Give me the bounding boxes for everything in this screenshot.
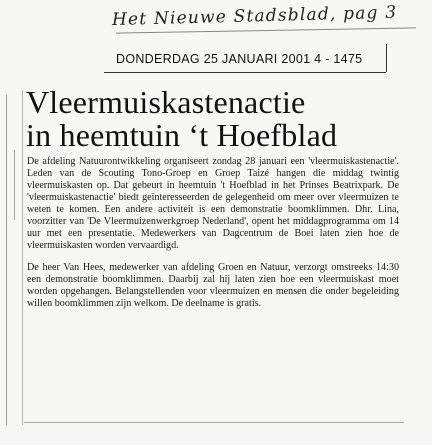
headline-line-1: Vleermuiskastenactie: [26, 84, 306, 120]
headline-line-2: in heemtuin ‘t Hoefblad: [26, 117, 338, 153]
column-rule-mid: [14, 150, 15, 220]
article-paragraph-1: De afdeling Natuurontwikkeling organiseert zondag 28 januari een 'vleermuiskastenactie'. Leden van de Scouting Tono-Groep en Groep Taizé hangen die middag twintig vleermuiskasten op. Dat gebeurt in heemtuin 't Hoefblad in het Prinses Beatrixpark. De 'vleermuiskastenactie' biedt geïnteresseerden de gelegenheid om meer over vleermuizen te weten te komen. Een andere activiteit is een demonstratie boomklimmen. Dhr. Lina, voorzitter van 'De Vleermuizenwerkgroep Nederland', opent het middagprogramma om 14 uur met een presentatie. Medewerkers van Dagcentrum de Boei laten zien hoe de vleermuiskasten worden vervaardigd.: [27, 156, 399, 251]
column-rule-inner: [22, 90, 23, 425]
handwritten-source-note: Het Nieuwe Stadsblad, pag 3: [111, 2, 398, 31]
bottom-rule: [24, 422, 404, 423]
article-paragraph-2: De heer Van Hees, medewerker van afdeling Groen en Natuur, verzorgt omstreeks 14:30 een demonstratie boomklimmen. Daarbij zal hij laten zien hoe een vleermuiskast moet worden opgehangen. Belangstellenden voor vleermuizen en mensen die onder begeleiding willen boomklimmen zijn welkom. De deelname is gratis.: [27, 262, 399, 309]
dateline: DONDERDAG 25 JANUARI 2001 4 - 1475: [116, 52, 363, 66]
column-rule-outer: [6, 95, 7, 425]
article-body: [27, 156, 399, 320]
dateline-box-edge: [386, 44, 387, 72]
dateline-rule: [104, 72, 386, 73]
article-headline: [26, 86, 426, 152]
